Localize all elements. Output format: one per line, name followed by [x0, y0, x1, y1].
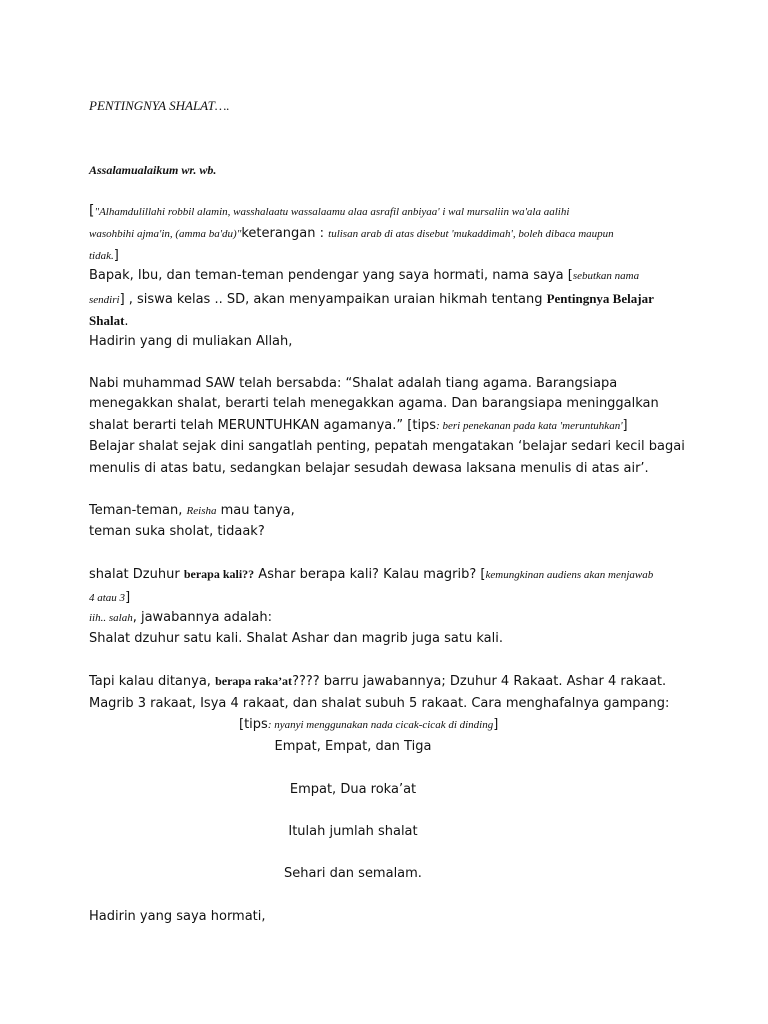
rakaat-tip: [239, 717, 498, 732]
intro-line-3: [89, 313, 129, 329]
title-dots: ….: [214, 98, 230, 113]
intro-line-2: [89, 291, 654, 307]
quiz-line-2: [89, 590, 130, 605]
intro-period: .: [124, 314, 129, 329]
opening-line-3: [89, 248, 119, 263]
rakaat-bold: berapa raka’at: [215, 674, 293, 688]
document-title: [89, 98, 230, 114]
hadith-bracket: ]: [622, 418, 628, 433]
topic-bold-1: Pentingnya Belajar: [546, 291, 654, 306]
hadith-tip: : beri penekanan pada kata 'meruntuhkan': [436, 420, 623, 432]
quiz-line-4: Shalat dzuhur satu kali. Shalat Ashar dan magrib juga satu kali.: [89, 631, 503, 646]
rakaat-text-a: Tapi kalau ditanya,: [89, 674, 216, 689]
song-line-3: Itulah jumlah shalat: [288, 824, 418, 839]
song-line-2: Empat, Dua roka’at: [289, 782, 417, 797]
hadith-line-2: menegakkan shalat, berarti telah menegakkan agama. Dan barangsiapa meninggalkan: [89, 396, 659, 411]
quiz-line-3: [89, 610, 272, 625]
arabic-text-1: "Alhamdulillahi robbil alamin, wasshalaatu wassalaamu alaa asrafil anbiyaa' i wal mursaliin wa'ala aalihi: [94, 206, 570, 218]
rakaat-tip-label: [tips: [239, 717, 268, 732]
quiz-bracket: ]: [125, 590, 131, 605]
hadith-line-3: [89, 418, 628, 433]
quiz-tip-2: 4 atau 3: [89, 592, 126, 604]
song-line-1: Empat, Empat, dan Tiga: [274, 739, 432, 754]
address-1: Hadirin yang di muliakan Allah,: [89, 334, 293, 349]
rakaat-tip-bracket: ]: [493, 717, 499, 732]
rakaat-line-1: [89, 674, 666, 689]
opening-line-2: [89, 226, 614, 241]
quiz-text-a: shalat Dzuhur: [89, 567, 184, 582]
greeting: Assalamualaikum wr. wb.: [89, 163, 217, 177]
question-line-1: [89, 503, 295, 518]
quiz-line-1: [89, 567, 653, 582]
topic-bold-2: Shalat: [89, 313, 125, 328]
speaker-name: Reisha: [186, 505, 217, 517]
address-2: Hadirin yang saya hormati,: [89, 909, 266, 924]
intro-text-1: Bapak, Ibu, dan teman-teman pendengar yang saya hormati, nama saya [: [89, 268, 573, 283]
bracket-open: [: [89, 203, 95, 219]
bracket-close: ]: [113, 248, 119, 263]
rakaat-tip-text: : nyanyi menggunakan nada cicak-cicak di dinding: [267, 719, 494, 731]
question-line-2: teman suka sholat, tidaak?: [89, 524, 265, 539]
title-text: PENTINGNYA SHALAT: [89, 98, 215, 113]
note-text: tulisan arab di atas disebut 'mukaddimah', boleh dibaca maupun: [328, 228, 614, 240]
opening-line-1: [89, 203, 569, 219]
hadith-line-5: menulis di atas batu, sedangkan belajar sesudah dewasa laksana menulis di atas air’.: [89, 461, 649, 476]
note-text-end: tidak.: [89, 250, 114, 262]
intro-line-1: [89, 268, 639, 283]
hadith-line-1: Nabi muhammad SAW telah bersabda: “Shalat adalah tiang agama. Barangsiapa: [89, 376, 618, 391]
intro-tip-1: sebutkan nama: [572, 270, 640, 282]
intro-text-2: ] , siswa kelas .. SD, akan menyampaikan uraian hikmah tentang: [119, 292, 547, 307]
quiz-bold: berapa kali??: [183, 567, 255, 581]
rakaat-line-2: Magrib 3 rakaat, Isya 4 rakaat, dan shalat subuh 5 rakaat. Cara menghafalnya gampang:: [89, 696, 670, 711]
rakaat-text-b: ???? barru jawabannya; Dzuhur 4 Rakaat. Ashar 4 rakaat.: [292, 674, 667, 689]
hadith-text-3: shalat berarti telah MERUNTUHKAN agamanya.” [tips: [89, 418, 437, 433]
arabic-text-2: wasohbihi ajma'in, (amma ba'du)": [89, 228, 242, 240]
quiz-answer-intro: , jawabannya adalah:: [132, 610, 273, 625]
question-text-b: mau tanya,: [216, 503, 295, 518]
quiz-text-b: Ashar berapa kali? Kalau magrib? [: [254, 567, 486, 582]
song-line-4: Sehari dan semalam.: [284, 866, 422, 881]
quiz-tip-3: iih.. salah: [89, 612, 133, 624]
intro-tip-2: sendiri: [89, 294, 120, 306]
note-label: keterangan :: [241, 226, 329, 241]
quiz-tip-1: kemungkinan audiens akan menjawab: [485, 569, 654, 581]
question-text-a: Teman-teman,: [89, 503, 187, 518]
hadith-line-4: Belajar shalat sejak dini sangatlah penting, pepatah mengatakan ‘belajar sedari kecil bagai: [89, 439, 685, 454]
